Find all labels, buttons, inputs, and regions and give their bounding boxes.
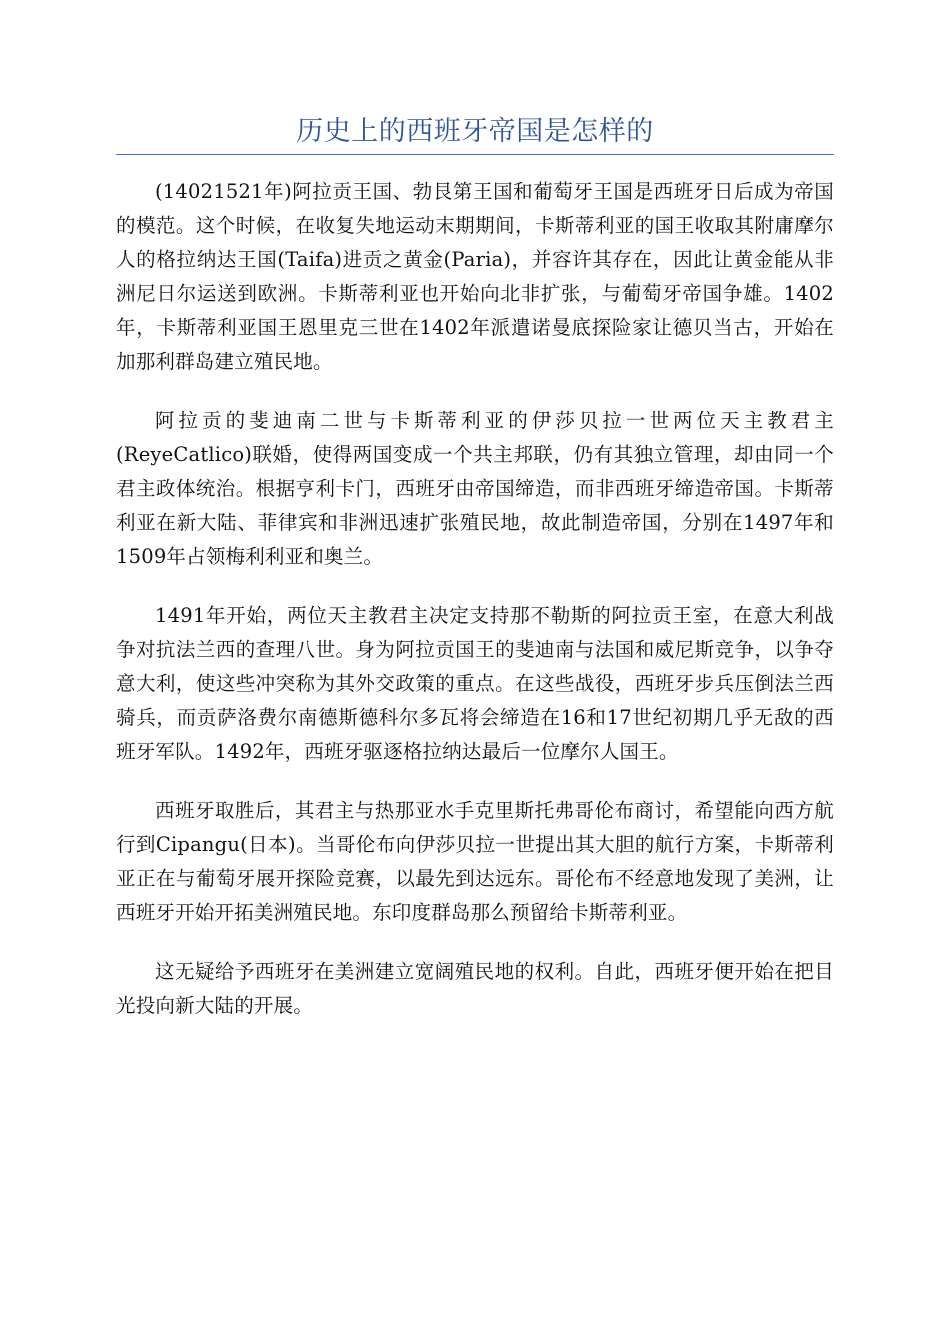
document-body [116,175,834,1048]
title-underline [116,154,834,155]
document-title: 历史上的西班牙帝国是怎样的 [296,116,654,147]
paragraph-5: 这无疑给予西班牙在美洲建立宽阔殖民地的权利。自此，西班牙便开始在把目光投向新大陆的开展。 [116,960,834,1017]
paragraph-2: 阿拉贡的斐迪南二世与卡斯蒂利亚的伊莎贝拉一世两位天主教君主(ReyeCatlico)联婚，使得两国变成一个共主邦联，仍有其独立管理，却由同一个君主政体统治。根据亨利卡门，西班牙由帝国缔造，而非西班牙缔造帝国。卡斯蒂利亚在新大陆、菲律宾和非洲迅速扩张殖民地，故此制造帝国，分别在1497年和1509年占领梅利利亚和奥兰。 [116,409,834,568]
paragraph-3: 1491年开始，两位天主教君主决定支持那不勒斯的阿拉贡王室，在意大利战争对抗法兰西的查理八世。身为阿拉贡国王的斐迪南与法国和威尼斯竞争，以争夺意大利，使这些冲突称为其外交政策的重点。在这些战役，西班牙步兵压倒法兰西骑兵，而贡萨洛费尔南德斯德科尔多瓦将会缔造在16和17世纪初期几乎无敌的西班牙军队。1492年，西班牙驱逐格拉纳达最后一位摩尔人国王。 [116,604,834,763]
paragraph-4: 西班牙取胜后，其君主与热那亚水手克里斯托弗哥伦布商讨，希望能向西方航行到Cipangu(日本)。当哥伦布向伊莎贝拉一世提出其大胆的航行方案，卡斯蒂利亚正在与葡萄牙展开探险竞赛，以最先到达远东。哥伦布不经意地发现了美洲，让西班牙开始开拓美洲殖民地。东印度群岛那么预留给卡斯蒂利亚。 [116,799,834,924]
paragraph-1: (14021521年)阿拉贡王国、勃艮第王国和葡萄牙王国是西班牙日后成为帝国的模范。这个时候，在收复失地运动末期期间，卡斯蒂利亚的国王收取其附庸摩尔人的格拉纳达王国(Taifa)进贡之黄金(Paria)，并容许其存在，因此让黄金能从非洲尼日尔运送到欧洲。卡斯蒂利亚也开始向北非扩张，与葡萄牙帝国争雄。1402年，卡斯蒂利亚国王恩里克三世在1402年派遣诺曼底探险家让德贝当古，开始在加那利群岛建立殖民地。 [116,180,834,373]
